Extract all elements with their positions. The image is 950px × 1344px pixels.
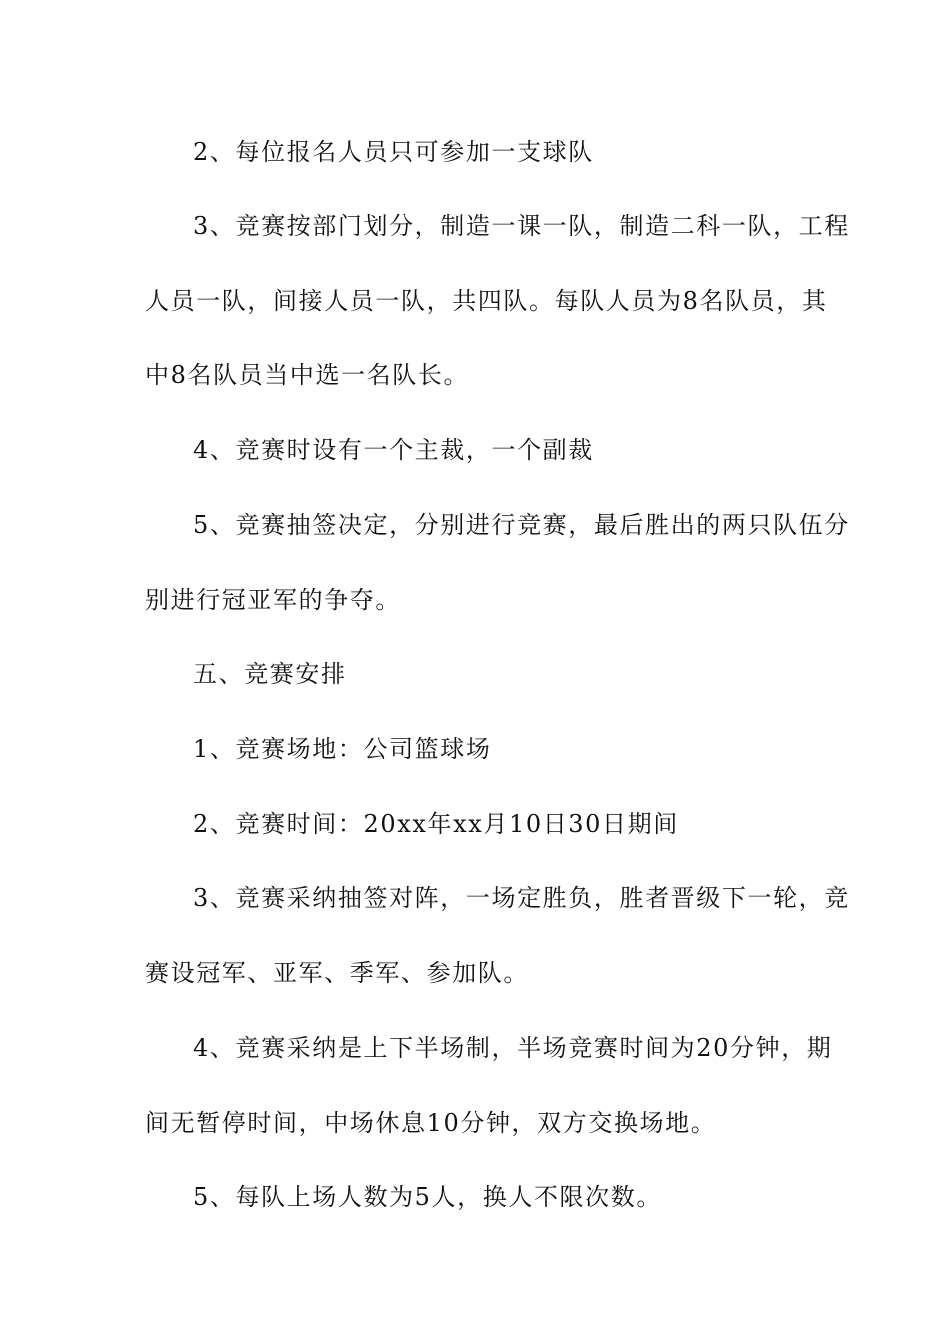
paragraph-rule-3-continued-b: 中8名队员当中选一名队长。	[145, 361, 470, 389]
paragraph-rule-5-continued: 别进行冠亚军的争夺。	[145, 586, 401, 614]
paragraph-players-per-team: 5、每队上场人数为5人，换人不限次数。	[193, 1183, 662, 1211]
paragraph-rule-3-team-division: 3、竞赛按部门划分，制造一课一队，制造二科一队，工程	[193, 212, 850, 240]
paragraph-rule-5-draw: 5、竞赛抽签决定，分别进行竞赛，最后胜出的两只队伍分	[193, 511, 850, 539]
paragraph-rule-4-referees: 4、竞赛时设有一个主裁，一个副裁	[193, 436, 594, 464]
paragraph-halves: 4、竞赛采纳是上下半场制，半场竞赛时间为20分钟，期	[193, 1034, 833, 1062]
paragraph-format-continued: 赛设冠军、亚军、季军、参加队。	[145, 959, 529, 987]
paragraph-rule-2-single-team: 2、每位报名人员只可参加一支球队	[193, 138, 594, 166]
section-heading-competition-schedule: 五、竞赛安排	[193, 660, 347, 688]
paragraph-halves-continued: 间无暂停时间，中场休息10分钟，双方交换场地。	[145, 1109, 717, 1137]
paragraph-venue: 1、竞赛场地：公司篮球场	[193, 735, 492, 763]
paragraph-format: 3、竞赛采纳抽签对阵，一场定胜负，胜者晋级下一轮，竞	[193, 884, 850, 912]
paragraph-time: 2、竞赛时间：20xx年xx月10日30日期间	[193, 810, 679, 838]
paragraph-rule-3-continued-a: 人员一队，间接人员一队，共四队。每队人员为8名队员，其	[145, 287, 828, 315]
